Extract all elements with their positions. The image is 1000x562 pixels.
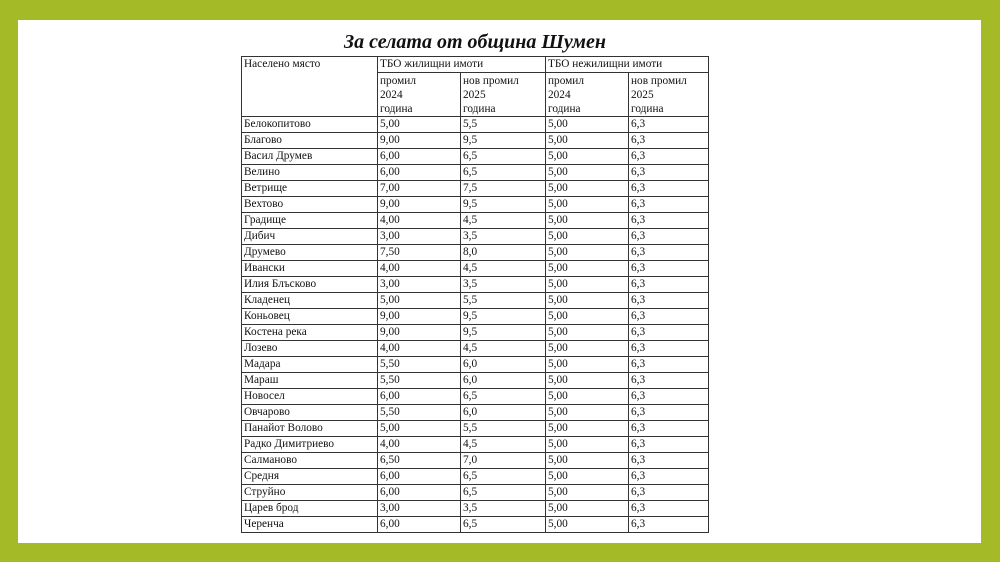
table-row: [242, 341, 709, 357]
cell-nonresidential-2025: 6,3: [629, 357, 709, 373]
cell-nonresidential-2025: 6,3: [629, 197, 709, 213]
cell-nonresidential-2024: 5,00: [546, 197, 629, 213]
cell-nonresidential-2025: 6,3: [629, 453, 709, 469]
column-header-nonresidential-2024: [546, 73, 629, 117]
cell-residential-2024: 4,00: [378, 261, 461, 277]
table-row: [242, 437, 709, 453]
cell-nonresidential-2025: 6,3: [629, 405, 709, 421]
cell-place: Мараш: [242, 373, 378, 389]
cell-nonresidential-2024: 5,00: [546, 309, 629, 325]
header-line: година: [463, 103, 496, 115]
cell-place: Илия Блъсково: [242, 277, 378, 293]
cell-place: Дибич: [242, 229, 378, 245]
cell-residential-2024: 6,00: [378, 469, 461, 485]
cell-residential-2025: 4,5: [461, 213, 546, 229]
cell-nonresidential-2024: 5,00: [546, 181, 629, 197]
column-header-nonresidential-2025: [629, 73, 709, 117]
cell-residential-2025: 4,5: [461, 437, 546, 453]
cell-nonresidential-2024: 5,00: [546, 501, 629, 517]
table-row: [242, 501, 709, 517]
cell-residential-2025: 6,0: [461, 405, 546, 421]
cell-nonresidential-2025: 6,3: [629, 133, 709, 149]
header-row-groups: [242, 57, 709, 73]
cell-residential-2024: 9,00: [378, 133, 461, 149]
cell-nonresidential-2024: 5,00: [546, 405, 629, 421]
cell-residential-2024: 6,50: [378, 453, 461, 469]
table-row: [242, 357, 709, 373]
cell-nonresidential-2025: 6,3: [629, 501, 709, 517]
cell-place: Белокопитово: [242, 117, 378, 133]
cell-residential-2025: 6,0: [461, 357, 546, 373]
cell-place: Лозево: [242, 341, 378, 357]
cell-nonresidential-2024: 5,00: [546, 453, 629, 469]
column-header-residential-2024: [378, 73, 461, 117]
cell-residential-2024: 9,00: [378, 309, 461, 325]
cell-residential-2025: 3,5: [461, 277, 546, 293]
cell-residential-2024: 5,50: [378, 373, 461, 389]
column-header-place: Населено място: [242, 57, 378, 117]
cell-place: Ивански: [242, 261, 378, 277]
table-row: [242, 133, 709, 149]
cell-residential-2024: 7,50: [378, 245, 461, 261]
cell-place: Мадара: [242, 357, 378, 373]
header-line: година: [548, 103, 581, 115]
cell-place: Градище: [242, 213, 378, 229]
cell-place: Васил Друмев: [242, 149, 378, 165]
table-row: [242, 293, 709, 309]
cell-nonresidential-2025: 6,3: [629, 261, 709, 277]
cell-nonresidential-2025: 6,3: [629, 373, 709, 389]
cell-residential-2025: 4,5: [461, 341, 546, 357]
cell-nonresidential-2024: 5,00: [546, 341, 629, 357]
cell-nonresidential-2024: 5,00: [546, 165, 629, 181]
cell-nonresidential-2024: 5,00: [546, 245, 629, 261]
cell-residential-2024: 6,00: [378, 517, 461, 533]
cell-nonresidential-2025: 6,3: [629, 325, 709, 341]
header-line: 2025: [631, 89, 654, 101]
cell-place: Салманово: [242, 453, 378, 469]
table-row: [242, 213, 709, 229]
cell-nonresidential-2025: 6,3: [629, 293, 709, 309]
cell-residential-2024: 5,50: [378, 405, 461, 421]
table-row: [242, 421, 709, 437]
cell-nonresidential-2025: 6,3: [629, 229, 709, 245]
cell-residential-2025: 7,5: [461, 181, 546, 197]
cell-nonresidential-2025: 6,3: [629, 181, 709, 197]
cell-residential-2025: 6,5: [461, 149, 546, 165]
cell-residential-2025: 5,5: [461, 293, 546, 309]
table-row: [242, 389, 709, 405]
cell-nonresidential-2025: 6,3: [629, 485, 709, 501]
cell-place: Кладенец: [242, 293, 378, 309]
cell-residential-2025: 3,5: [461, 229, 546, 245]
cell-nonresidential-2025: 6,3: [629, 437, 709, 453]
table-row: [242, 453, 709, 469]
header-line: промил: [548, 75, 584, 87]
cell-nonresidential-2025: 6,3: [629, 517, 709, 533]
table-row: [242, 373, 709, 389]
cell-residential-2024: 4,00: [378, 213, 461, 229]
cell-nonresidential-2024: 5,00: [546, 133, 629, 149]
table-row: [242, 245, 709, 261]
table-row: [242, 277, 709, 293]
cell-residential-2025: 6,5: [461, 389, 546, 405]
cell-nonresidential-2025: 6,3: [629, 117, 709, 133]
table-row: [242, 229, 709, 245]
cell-residential-2025: 6,0: [461, 373, 546, 389]
header-line: година: [631, 103, 664, 115]
cell-residential-2024: 7,00: [378, 181, 461, 197]
cell-residential-2024: 6,00: [378, 389, 461, 405]
cell-residential-2025: 6,5: [461, 469, 546, 485]
cell-place: Благово: [242, 133, 378, 149]
column-header-residential-2025: [461, 73, 546, 117]
cell-place: Черенча: [242, 517, 378, 533]
cell-place: Коньовец: [242, 309, 378, 325]
cell-residential-2025: 6,5: [461, 517, 546, 533]
table-body: [242, 117, 709, 533]
cell-nonresidential-2024: 5,00: [546, 469, 629, 485]
cell-residential-2025: 8,0: [461, 245, 546, 261]
cell-residential-2024: 9,00: [378, 197, 461, 213]
cell-place: Велино: [242, 165, 378, 181]
cell-residential-2025: 6,5: [461, 165, 546, 181]
cell-nonresidential-2024: 5,00: [546, 213, 629, 229]
cell-residential-2024: 4,00: [378, 341, 461, 357]
rates-table: [241, 56, 709, 533]
cell-place: Ветрище: [242, 181, 378, 197]
header-line: 2024: [548, 89, 571, 101]
cell-residential-2025: 4,5: [461, 261, 546, 277]
cell-nonresidential-2025: 6,3: [629, 341, 709, 357]
header-line: 2024: [380, 89, 403, 101]
table-row: [242, 405, 709, 421]
cell-nonresidential-2025: 6,3: [629, 389, 709, 405]
cell-nonresidential-2024: 5,00: [546, 117, 629, 133]
table-row: [242, 517, 709, 533]
cell-nonresidential-2025: 6,3: [629, 469, 709, 485]
header-line: нов промил: [631, 75, 687, 87]
cell-place: Средня: [242, 469, 378, 485]
cell-residential-2024: 6,00: [378, 149, 461, 165]
cell-nonresidential-2024: 5,00: [546, 229, 629, 245]
cell-nonresidential-2024: 5,00: [546, 357, 629, 373]
cell-nonresidential-2025: 6,3: [629, 277, 709, 293]
page-title: За селата от община Шумен: [344, 31, 606, 53]
cell-nonresidential-2024: 5,00: [546, 293, 629, 309]
cell-residential-2024: 9,00: [378, 325, 461, 341]
cell-residential-2024: 6,00: [378, 165, 461, 181]
cell-nonresidential-2025: 6,3: [629, 309, 709, 325]
cell-nonresidential-2024: 5,00: [546, 517, 629, 533]
cell-place: Струйно: [242, 485, 378, 501]
cell-residential-2024: 3,00: [378, 229, 461, 245]
cell-nonresidential-2025: 6,3: [629, 245, 709, 261]
table-row: [242, 325, 709, 341]
table-row: [242, 197, 709, 213]
cell-nonresidential-2024: 5,00: [546, 485, 629, 501]
cell-residential-2025: 5,5: [461, 421, 546, 437]
column-group-nonresidential: ТБО нежилищни имоти: [546, 57, 709, 73]
header-line: нов промил: [463, 75, 519, 87]
cell-place: Овчарово: [242, 405, 378, 421]
cell-nonresidential-2024: 5,00: [546, 261, 629, 277]
cell-residential-2025: 9,5: [461, 325, 546, 341]
header-line: година: [380, 103, 413, 115]
table-row: [242, 309, 709, 325]
cell-nonresidential-2025: 6,3: [629, 149, 709, 165]
cell-residential-2025: 5,5: [461, 117, 546, 133]
cell-place: Радко Димитриево: [242, 437, 378, 453]
cell-nonresidential-2024: 5,00: [546, 373, 629, 389]
cell-residential-2024: 3,00: [378, 277, 461, 293]
table-row: [242, 485, 709, 501]
cell-residential-2024: 3,00: [378, 501, 461, 517]
cell-place: Новосел: [242, 389, 378, 405]
table-row: [242, 181, 709, 197]
cell-place: Вехтово: [242, 197, 378, 213]
cell-residential-2024: 5,50: [378, 357, 461, 373]
cell-residential-2024: 5,00: [378, 117, 461, 133]
header-line: промил: [380, 75, 416, 87]
cell-nonresidential-2025: 6,3: [629, 213, 709, 229]
table-row: [242, 165, 709, 181]
cell-nonresidential-2025: 6,3: [629, 165, 709, 181]
cell-nonresidential-2024: 5,00: [546, 149, 629, 165]
table-row: [242, 469, 709, 485]
cell-nonresidential-2024: 5,00: [546, 389, 629, 405]
cell-residential-2024: 6,00: [378, 485, 461, 501]
cell-place: Костена река: [242, 325, 378, 341]
cell-nonresidential-2024: 5,00: [546, 325, 629, 341]
cell-residential-2025: 7,0: [461, 453, 546, 469]
table-row: [242, 149, 709, 165]
cell-place: Друмево: [242, 245, 378, 261]
cell-residential-2025: 3,5: [461, 501, 546, 517]
cell-residential-2024: 5,00: [378, 421, 461, 437]
cell-nonresidential-2024: 5,00: [546, 437, 629, 453]
cell-residential-2024: 4,00: [378, 437, 461, 453]
cell-residential-2025: 9,5: [461, 309, 546, 325]
cell-nonresidential-2024: 5,00: [546, 277, 629, 293]
cell-residential-2025: 6,5: [461, 485, 546, 501]
cell-residential-2025: 9,5: [461, 133, 546, 149]
cell-place: Панайот Волово: [242, 421, 378, 437]
header-line: 2025: [463, 89, 486, 101]
cell-nonresidential-2025: 6,3: [629, 421, 709, 437]
cell-residential-2024: 5,00: [378, 293, 461, 309]
table-row: [242, 261, 709, 277]
table-row: [242, 117, 709, 133]
cell-place: Царев брод: [242, 501, 378, 517]
cell-residential-2025: 9,5: [461, 197, 546, 213]
column-group-residential: ТБО жилищни имоти: [378, 57, 546, 73]
cell-nonresidential-2024: 5,00: [546, 421, 629, 437]
